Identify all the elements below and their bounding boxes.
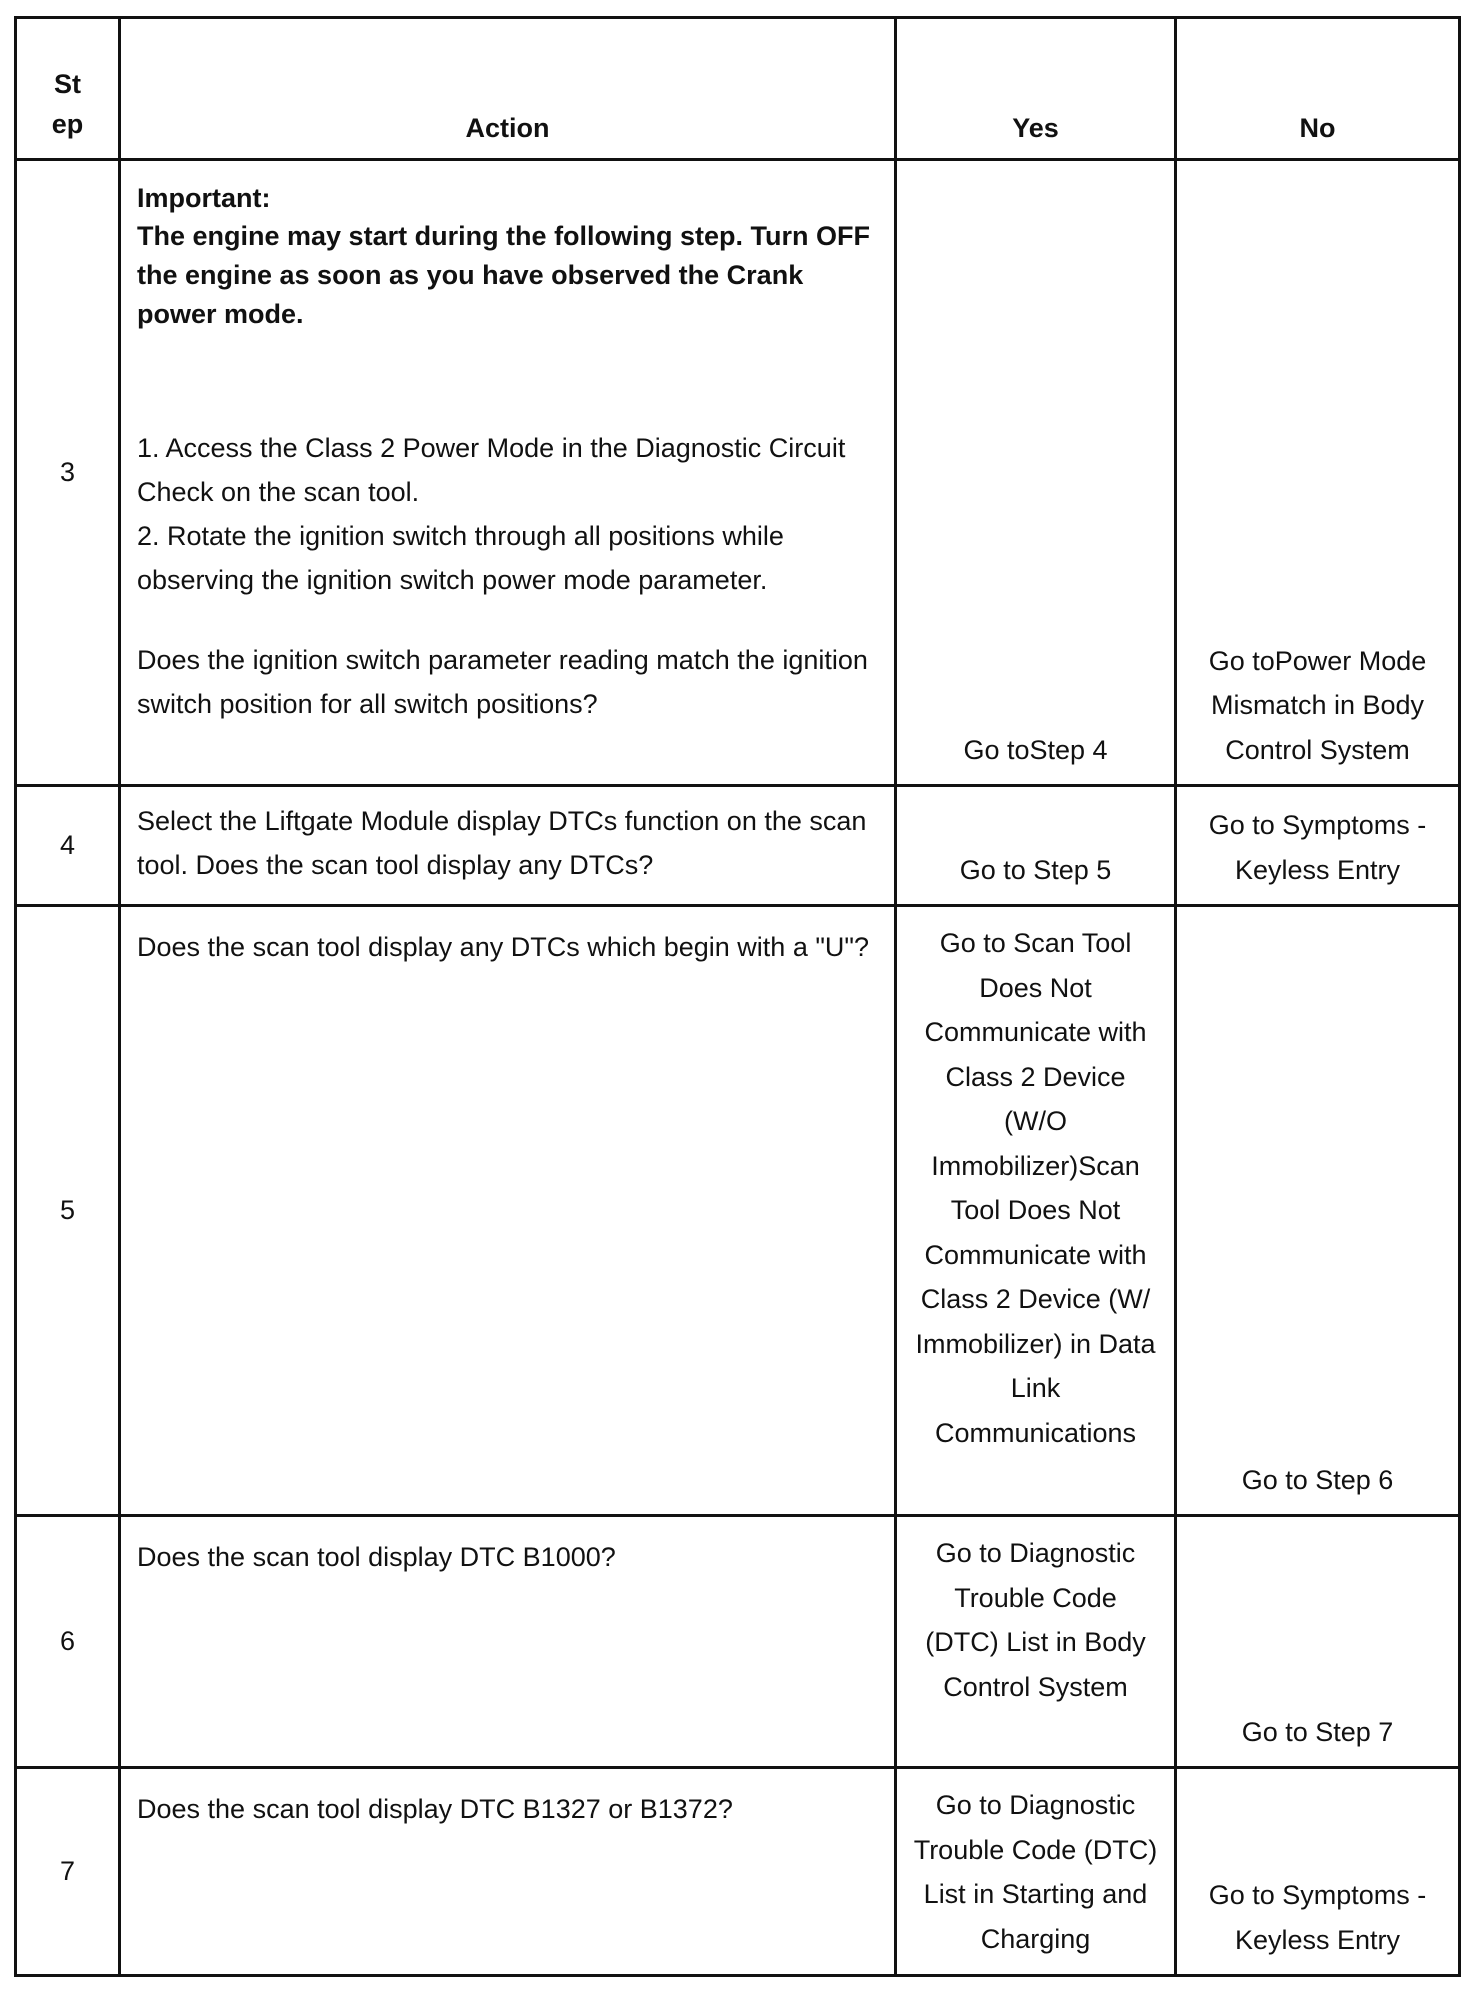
table-row <box>16 1768 1460 1976</box>
action-question: Does the ignition switch parameter reading match the ignition switch position for all switch positions? <box>137 645 868 719</box>
step-number: 7 <box>16 1768 120 1976</box>
important-label: Important: <box>137 183 271 213</box>
diagnostic-steps-table <box>14 16 1461 1977</box>
yes-cell: Go to Step 5 <box>896 786 1176 906</box>
table-row <box>16 1516 1460 1768</box>
table-row <box>16 786 1460 906</box>
table-row <box>16 160 1460 786</box>
table-row <box>16 906 1460 1516</box>
yes-cell: Go toStep 4 <box>896 160 1176 786</box>
step-number: 3 <box>16 160 120 786</box>
step-number: 4 <box>16 786 120 906</box>
no-cell: Go to Symptoms - Keyless Entry <box>1176 1768 1460 1976</box>
yes-cell: Go to Diagnostic Trouble Code (DTC) List in Body Control System <box>896 1516 1176 1768</box>
header-no: No <box>1176 18 1460 160</box>
header-yes: Yes <box>896 18 1176 160</box>
yes-cell: Go to Diagnostic Trouble Code (DTC) List in Starting and Charging <box>896 1768 1176 1976</box>
table-header-row <box>16 18 1460 160</box>
yes-cell: Go to Scan Tool Does Not Communicate with Class 2 Device (W/O Immobilizer)Scan Tool Does Not Communicate with Class 2 Device (W/ Immobilizer) in Data Link Communications <box>896 906 1176 1516</box>
action-cell: Does the scan tool display DTC B1000? <box>120 1516 896 1768</box>
important-text: The engine may start during the following step. Turn OFF the engine as soon as you have observed the Crank power mode. <box>137 221 871 329</box>
action-cell <box>120 160 896 786</box>
header-action: Action <box>120 18 896 160</box>
header-step: St ep <box>16 18 120 160</box>
step-number: 6 <box>16 1516 120 1768</box>
action-cell: Select the Liftgate Module display DTCs function on the scan tool. Does the scan tool display any DTCs? <box>120 786 896 906</box>
list-item: 2. Rotate the ignition switch through all positions while observing the ignition switch power mode parameter. <box>137 521 784 595</box>
step-number: 5 <box>16 906 120 1516</box>
no-cell: Go to Step 6 <box>1176 906 1460 1516</box>
no-cell: Go to Symptoms - Keyless Entry <box>1176 786 1460 906</box>
no-cell: Go to Step 7 <box>1176 1516 1460 1768</box>
action-cell: Does the scan tool display any DTCs which begin with a "U"? <box>120 906 896 1516</box>
list-item: 1. Access the Class 2 Power Mode in the Diagnostic Circuit Check on the scan tool. <box>137 433 846 507</box>
action-cell: Does the scan tool display DTC B1327 or B1372? <box>120 1768 896 1976</box>
no-cell: Go toPower Mode Mismatch in Body Control System <box>1176 160 1460 786</box>
